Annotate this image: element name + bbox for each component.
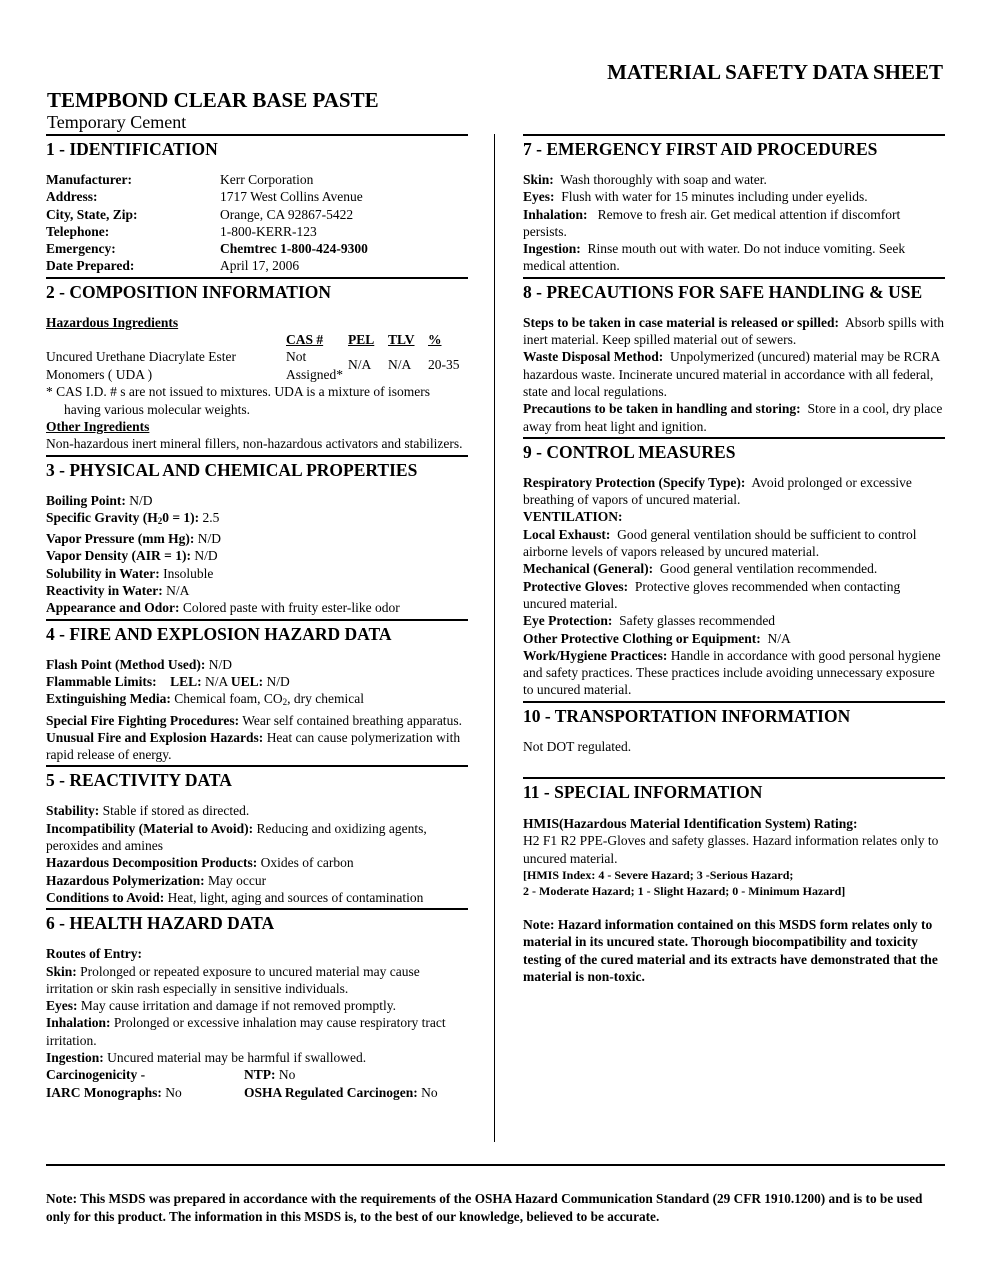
field-value: Protective gloves recommended when contacting uncured material. <box>523 578 901 611</box>
ingredient-name-line: Uncured Urethane Diacrylate Ester <box>46 349 237 365</box>
waste-disposal <box>523 348 945 400</box>
field-value: N/D <box>208 656 232 672</box>
field-label: Inhalation: <box>46 1015 111 1031</box>
spill-steps <box>523 314 945 349</box>
col-cas: CAS # <box>286 332 324 348</box>
section-title: 2 - COMPOSITION INFORMATION <box>46 281 332 302</box>
field-label: IARC Monographs: <box>46 1084 162 1100</box>
field-label: Vapor Density (AIR = 1): <box>46 548 191 564</box>
col-percent: % <box>428 332 442 348</box>
section-identification <box>46 134 468 275</box>
field-value: Uncured material may be harmful if swallowed. <box>107 1049 367 1065</box>
field-value: No <box>421 1084 438 1100</box>
solubility <box>46 565 468 582</box>
section-title: 8 - PRECAUTIONS FOR SAFE HANDLING & USE <box>523 281 923 302</box>
protective-gloves <box>523 578 945 613</box>
hazardous-ingredients-heading: Hazardous Ingredients <box>46 314 179 330</box>
section-control-measures <box>523 437 945 699</box>
field-label: Local Exhaust: <box>523 526 611 542</box>
cas-footnote-cont: having various molecular weights. <box>64 401 250 417</box>
field-value: Safety glasses recommended <box>619 613 776 629</box>
id-value: April 17, 2006 <box>220 258 300 274</box>
appearance-odor <box>46 599 468 616</box>
field-label: Eyes: <box>46 998 78 1014</box>
field-value: N/A <box>166 583 190 599</box>
section-title: 7 - EMERGENCY FIRST AID PROCEDURES <box>523 139 878 159</box>
cas-footnote: * CAS I.D. # s are not issued to mixtures. UDA is a mixture of isomers <box>46 384 430 400</box>
health-skin <box>46 963 468 998</box>
field-value: Avoid prolonged or excessive breathing of vapors of uncured material. <box>523 474 912 508</box>
id-label: Date Prepared: <box>46 258 135 274</box>
field-value: Prolonged or repeated exposure to uncured material may cause irritation or skin rash especially in sensitive individuals. <box>46 963 420 996</box>
field-label: UEL: <box>230 673 264 689</box>
flash-point <box>46 656 468 673</box>
id-row <box>46 206 468 223</box>
field-value: N/D <box>266 673 290 689</box>
section-fire-explosion <box>46 619 468 764</box>
field-label: Vapor Pressure (mm Hg): <box>46 531 195 547</box>
first-aid-skin <box>523 171 945 188</box>
field-value: N/A <box>205 673 228 689</box>
ingredient-row <box>46 348 468 383</box>
label-part: 0 = 1): <box>162 509 200 525</box>
id-row <box>46 171 468 188</box>
field-label: Precautions to be taken in handling and storing: <box>523 401 801 417</box>
field-value: N/D <box>197 531 221 547</box>
footer-note-label: Note: <box>46 1191 78 1206</box>
field-value: 2.5 <box>202 509 220 525</box>
handling-storing <box>523 400 945 435</box>
field-value: Good general ventilation recommended. <box>659 561 878 577</box>
field-label: Skin: <box>46 963 77 979</box>
section-composition <box>46 277 468 453</box>
section-title: 3 - PHYSICAL AND CHEMICAL PROPERTIES <box>46 459 418 480</box>
id-row <box>46 240 468 257</box>
conditions-to-avoid <box>46 889 468 906</box>
section-title: 5 - REACTIVITY DATA <box>46 770 232 791</box>
field-value: Unpolymerized (uncured) material may be RCRA hazardous waste. Incinerate uncured material in accordance with all federal, state and local regulations. <box>523 349 940 399</box>
ventilation-heading: VENTILATION: <box>523 509 623 525</box>
section-title: 11 - SPECIAL INFORMATION <box>523 782 763 803</box>
label-part: Specific Gravity (H <box>46 509 158 525</box>
field-label: Special Fire Fighting Procedures: <box>46 712 240 728</box>
document-title: MATERIAL SAFETY DATA SHEET <box>607 60 943 84</box>
other-ingredients-heading: Other Ingredients <box>46 418 150 434</box>
unusual-hazards <box>46 729 468 764</box>
field-label: Inhalation: <box>523 206 588 222</box>
field-value: N/A <box>767 630 791 646</box>
first-aid-inhalation <box>523 206 945 241</box>
field-label: Conditions to Avoid: <box>46 889 165 905</box>
hazardous-polymerization <box>46 872 468 889</box>
cas-line: Not <box>286 349 307 365</box>
field-value: Rinse mouth out with water. Do not induce vomiting. Seek medical attention. <box>523 241 906 274</box>
routes-of-entry: Routes of Entry: <box>46 946 142 962</box>
health-inhalation <box>46 1014 468 1049</box>
section-health-hazard <box>46 908 468 1101</box>
extinguishing-media <box>46 690 468 711</box>
field-value: N/D <box>194 548 218 564</box>
field-label: Hazardous Decomposition Products: <box>46 855 258 871</box>
col-tlv: TLV <box>388 332 415 348</box>
field-value: , dry chemical <box>287 691 364 707</box>
section-title: 4 - FIRE AND EXPLOSION HAZARD DATA <box>46 623 392 644</box>
id-row <box>46 188 468 205</box>
field-label: Mechanical (General): <box>523 561 654 577</box>
section-title: 1 - IDENTIFICATION <box>46 139 218 159</box>
flammable-limits <box>46 673 468 690</box>
field-value: Chemical foam, CO <box>174 691 283 707</box>
decomposition-products <box>46 854 468 871</box>
section-reactivity <box>46 765 468 906</box>
special-fire-fighting <box>46 712 468 729</box>
id-row <box>46 257 468 274</box>
field-value: Oxides of carbon <box>260 855 354 871</box>
id-value: 1-800-KERR-123 <box>220 223 317 239</box>
col-pel: PEL <box>348 332 375 348</box>
field-label: NTP: <box>244 1067 276 1083</box>
right-column <box>523 134 945 985</box>
field-label: Stability: <box>46 803 100 819</box>
ingredient-cas <box>286 348 348 383</box>
cas-line: Assigned* <box>286 366 343 382</box>
respiratory-protection <box>523 474 945 509</box>
field-value: Flush with water for 15 minutes including under eyelids. <box>561 189 868 205</box>
id-value: Orange, CA 92867-5422 <box>220 206 354 222</box>
field-label: Appearance and Odor: <box>46 600 180 616</box>
field-label: LEL: <box>170 673 202 689</box>
hmis-value: H2 F1 R2 PPE-Gloves and safety glasses. Hazard information relates only to uncured material. <box>523 833 939 866</box>
vapor-pressure <box>46 530 468 547</box>
carcinogenicity-row <box>46 1066 468 1083</box>
field-label: OSHA Regulated Carcinogen: <box>244 1084 418 1100</box>
local-exhaust <box>523 526 945 561</box>
transport-text: Not DOT regulated. <box>523 738 632 754</box>
health-eyes <box>46 997 468 1014</box>
field-value: Heat, light, aging and sources of contamination <box>167 889 424 905</box>
ingredient-percent: 20-35 <box>428 357 460 373</box>
column-divider <box>494 134 495 1142</box>
field-value: Good general ventilation should be sufficient to control airborne levels of vapors released by uncured material. <box>523 526 917 560</box>
field-value: No <box>278 1067 296 1083</box>
field-value: May occur <box>207 872 267 888</box>
vapor-density <box>46 547 468 564</box>
id-value: Kerr Corporation <box>220 172 314 187</box>
id-label: Address: <box>46 189 98 205</box>
id-row <box>46 223 468 240</box>
field-label: Solubility in Water: <box>46 565 160 581</box>
field-label: Extinguishing Media: <box>46 691 171 707</box>
footer-divider <box>46 1164 945 1166</box>
iarc-osha-row <box>46 1084 468 1101</box>
reactivity-water <box>46 582 468 599</box>
ingredient-tlv: N/A <box>388 357 412 373</box>
field-value: Stable if stored as directed. <box>102 803 250 819</box>
field-value: Reducing and oxidizing agents, peroxides and amines <box>46 820 427 854</box>
field-value: N/D <box>129 492 153 508</box>
field-label: Carcinogenicity - <box>46 1067 146 1083</box>
other-protective <box>523 630 945 647</box>
field-label: Work/Hygiene Practices: <box>523 647 668 663</box>
field-label: Ingestion: <box>46 1049 104 1065</box>
section-physical-chemical <box>46 455 468 617</box>
field-label: Incompatibility (Material to Avoid): <box>46 820 254 836</box>
field-value: Insoluble <box>163 565 214 581</box>
id-label: Telephone: <box>46 223 110 239</box>
other-ingredients-text: Non-hazardous inert mineral fillers, non-hazardous activators and stabilizers. <box>46 436 463 452</box>
footer-note <box>46 1190 945 1225</box>
field-label: Flammable Limits: <box>46 673 157 689</box>
special-info-note: Note: Hazard information contained on this MSDS form relates only to material in its uncured state. Thorough biocompatibility and toxicity testing of the cured material and its extracts have demonstrated that the material is non-toxic. <box>523 916 938 984</box>
hmis-index-line: 2 - Moderate Hazard; 1 - Slight Hazard; 0 - Minimum Hazard] <box>523 883 846 898</box>
field-label: Steps to be taken in case material is released or spilled: <box>523 314 839 330</box>
product-subtitle: Temporary Cement <box>47 112 187 132</box>
first-aid-ingestion <box>523 240 945 275</box>
field-label: Protective Gloves: <box>523 578 629 594</box>
field-label: Other Protective Clothing or Equipment: <box>523 630 761 646</box>
emergency-phone: Chemtrec 1-800-424-9300 <box>220 241 368 257</box>
section-first-aid <box>523 134 945 275</box>
label-subscript: 2 <box>157 515 163 526</box>
hmis-index-line: [HMIS Index: 4 - Severe Hazard; 3 -Serious Hazard; <box>523 867 794 882</box>
health-ingestion <box>46 1049 468 1066</box>
first-aid-eyes <box>523 188 945 205</box>
hmis-label: HMIS(Hazardous Material Identification System) Rating: <box>523 816 858 832</box>
field-label: Waste Disposal Method: <box>523 349 664 365</box>
field-value: Absorb spills with inert material. Keep spilled material out of sewers. <box>523 314 945 348</box>
section-title: 10 - TRANSPORTATION INFORMATION <box>523 705 851 726</box>
left-column <box>46 134 468 1101</box>
field-value: No <box>165 1084 182 1100</box>
field-label: Eyes: <box>523 189 555 205</box>
field-value: Prolonged or excessive inhalation may cause respiratory tract irritation. <box>46 1015 446 1048</box>
field-label: Reactivity in Water: <box>46 583 163 599</box>
stability <box>46 802 468 819</box>
field-label: Eye Protection: <box>523 613 613 629</box>
id-label: Manufacturer: <box>46 172 132 187</box>
value-subscript: 2 <box>282 697 288 708</box>
section-special-info <box>523 777 945 985</box>
section-title: 9 - CONTROL MEASURES <box>523 441 736 462</box>
ingredient-columns-header <box>46 331 468 348</box>
id-label: City, State, Zip: <box>46 206 138 222</box>
mechanical-general <box>523 560 945 577</box>
ingredient-name <box>46 348 286 383</box>
field-value: Wash thoroughly with soap and water. <box>560 172 767 187</box>
field-value: Heat can cause polymerization with rapid release of energy. <box>46 729 461 763</box>
product-name: TEMPBOND CLEAR BASE PASTE <box>47 88 379 112</box>
field-value: May cause irritation and damage if not removed promptly. <box>80 998 397 1014</box>
section-transportation <box>523 701 945 755</box>
section-safe-handling <box>523 277 945 435</box>
field-label: Hazardous Polymerization: <box>46 872 205 888</box>
field-value: Colored paste with fruity ester-like odor <box>182 600 400 616</box>
field-label <box>46 510 199 525</box>
field-label: Unusual Fire and Explosion Hazards: <box>46 729 264 745</box>
footer-note-text: This MSDS was prepared in accordance with the requirements of the OSHA Hazard Communication Standard (29 CFR 1910.1200) and is to be used only for this product. The information in this MSDS is, to the best of our knowledge, believed to be accurate. <box>46 1191 923 1224</box>
eye-protection <box>523 612 945 629</box>
field-label: Respiratory Protection (Specify Type): <box>523 474 746 490</box>
ingredient-pel: N/A <box>348 357 372 373</box>
ingredient-name-line: Monomers ( UDA ) <box>46 366 153 382</box>
incompatibility <box>46 820 468 855</box>
section-title: 6 - HEALTH HAZARD DATA <box>46 913 275 934</box>
field-label: Flash Point (Method Used): <box>46 656 206 672</box>
id-value: 1717 West Collins Avenue <box>220 189 363 205</box>
field-value: Remove to fresh air. Get medical attention if discomfort persists. <box>523 206 901 239</box>
field-value: Handle in accordance with good personal hygiene and safety practices. These practices include avoiding unnecessary exposure to uncured material. <box>523 647 941 698</box>
field-label: Skin: <box>523 172 554 187</box>
work-hygiene <box>523 647 945 699</box>
field-value: Store in a cool, dry place away from heat light and ignition. <box>523 401 943 434</box>
id-label: Emergency: <box>46 241 116 257</box>
boiling-point <box>46 492 468 509</box>
field-label: Ingestion: <box>523 241 581 257</box>
field-label: Boiling Point: <box>46 492 126 508</box>
specific-gravity <box>46 509 468 530</box>
field-value: Wear self contained breathing apparatus. <box>242 712 462 728</box>
